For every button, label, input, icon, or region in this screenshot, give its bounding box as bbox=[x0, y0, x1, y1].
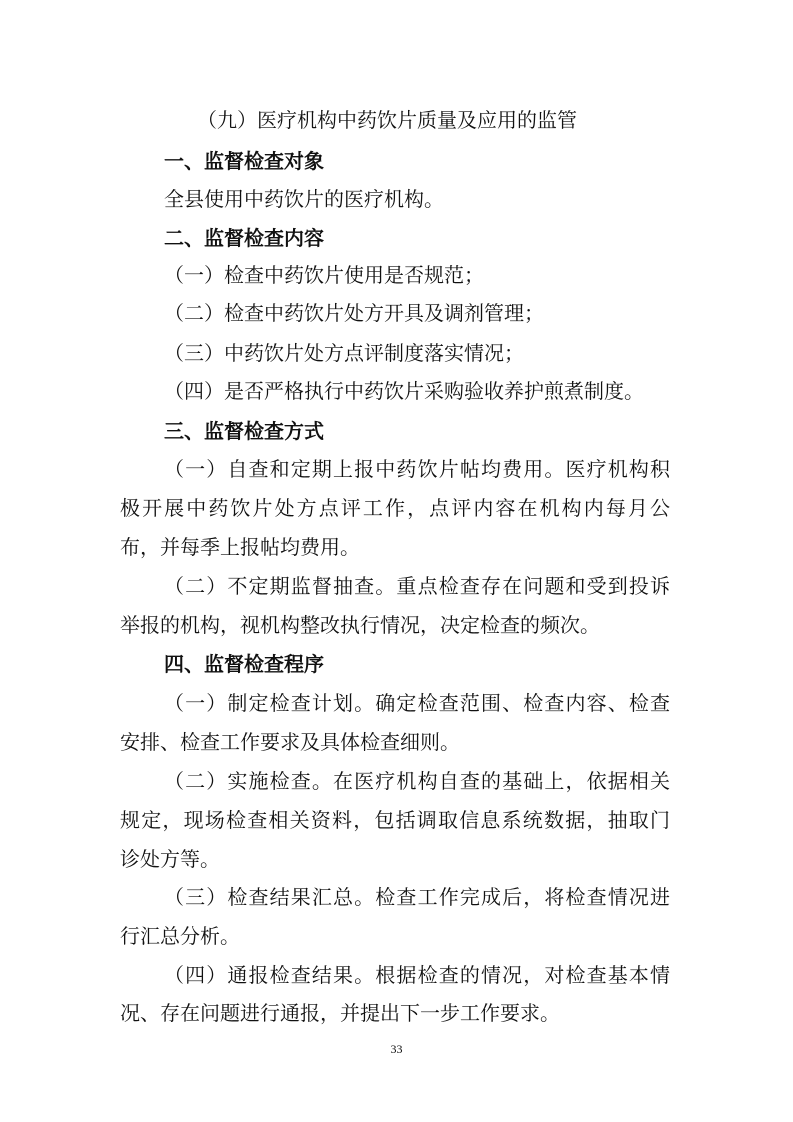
list-item: （三）中药饮片处方点评制度落实情况； bbox=[164, 341, 524, 365]
list-item: （一）检查中药饮片使用是否规范； bbox=[164, 263, 484, 287]
list-item: （四）是否严格执行中药饮片采购验收养护煎煮制度。 bbox=[164, 379, 644, 403]
paragraph-line: 举报的机构，视机构整改执行情况，决定检查的频次。 bbox=[120, 613, 600, 637]
paragraph-line: 布，并每季上报帖均费用。 bbox=[120, 535, 360, 559]
paragraph-line: 安排、检查工作要求及具体检查细则。 bbox=[120, 730, 460, 754]
section-heading: 三、监督检查方式 bbox=[164, 419, 324, 443]
section-heading: 二、监督检查内容 bbox=[164, 226, 324, 250]
paragraph-line: （四）通报检查结果。根据检查的情况，对检查基本情 bbox=[164, 963, 670, 987]
section-heading: 一、监督检查对象 bbox=[164, 149, 324, 173]
paragraph-line: （一）自查和定期上报中药饮片帖均费用。医疗机构积 bbox=[164, 457, 670, 481]
paragraph-line: （二）实施检查。在医疗机构自查的基础上，依据相关 bbox=[164, 769, 670, 793]
document-title: （九）医疗机构中药饮片质量及应用的监管 bbox=[197, 108, 577, 132]
paragraph-line: 诊处方等。 bbox=[120, 847, 220, 871]
paragraph-line: （一）制定检查计划。确定检查范围、检查内容、检查 bbox=[164, 691, 670, 715]
paragraph-line: 行汇总分析。 bbox=[120, 924, 240, 948]
section-heading: 四、监督检查程序 bbox=[164, 652, 324, 676]
paragraph-line: 况、存在问题进行通报，并提出下一步工作要求。 bbox=[120, 1001, 560, 1025]
paragraph-line: 全县使用中药饮片的医疗机构。 bbox=[164, 187, 444, 211]
paragraph-line: 极开展中药饮片处方点评工作，点评内容在机构内每月公 bbox=[120, 496, 670, 520]
page-number: 33 bbox=[390, 1042, 403, 1056]
paragraph-line: （二）不定期监督抽查。重点检查存在问题和受到投诉 bbox=[164, 574, 670, 598]
paragraph-line: （三）检查结果汇总。检查工作完成后，将检查情况进 bbox=[164, 885, 670, 909]
paragraph-line: 规定，现场检查相关资料，包括调取信息系统数据，抽取门 bbox=[120, 808, 670, 832]
list-item: （二）检查中药饮片处方开具及调剂管理； bbox=[164, 301, 544, 325]
